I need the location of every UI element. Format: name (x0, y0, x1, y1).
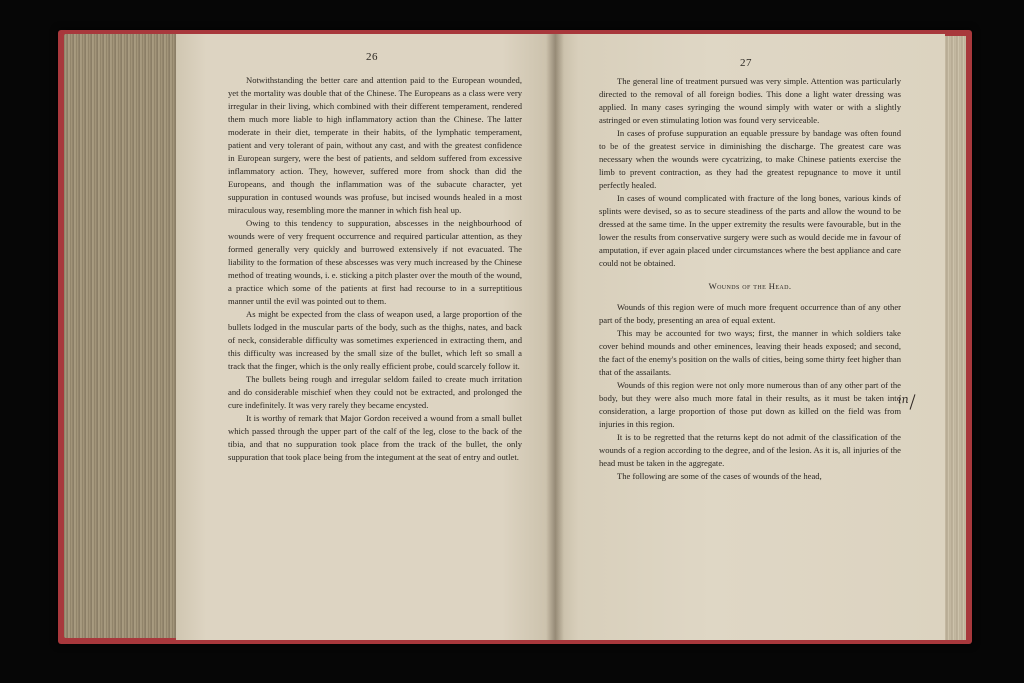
section-heading: Wounds of the Head. (708, 281, 792, 291)
left-page-text (228, 74, 522, 464)
paragraph: In cases of profuse suppuration an equable pressure by bandage was often found to be of the greatest service in diminishing the discharge. The greatest care was necessary when the wounds were cycatrizing, to make Chinese patients exercise the limb to prevent contraction, as they had the greatest repugnance to move it until perfectly healed. (599, 128, 901, 190)
paragraph: Wounds of this region were of much more frequent occurrence than of any other part of the body, presenting an area of equal extent. (599, 302, 901, 325)
handwritten-margin-note: in (897, 392, 910, 407)
left-page-edges (64, 34, 184, 638)
page-number-left: 26 (366, 51, 378, 63)
right-page (555, 34, 945, 640)
page-number-right: 27 (740, 57, 752, 69)
book-gutter (546, 34, 564, 640)
paragraph: Notwithstanding the better care and attention paid to the European wounded, yet the mortality was double that of the Chinese. The Europeans as a class were very irregular in their living, which combined with their different temperament, rendered them much more liable to high inflammatory action than the Chinese. The latter moderate in their diet, temperate in their habits, of the lymphatic temperament, patient and very tolerant of pain, without any cast, and with the greatest confidence in European surgery, were the best of patients, and seldom suffered from excessive inflammatory action. They, however, suffered more from shock than did the Europeans, and though the inflammation was of the subacute character, yet suppuration in contused wounds was profuse, but incised wounds healed in a most miraculous way, resembling more the manner in which fish heal up. (228, 75, 522, 215)
paragraph: In cases of wound complicated with fracture of the long bones, various kinds of splints were devised, so as to secure steadiness of the parts and allow the wound to be dressed at the same time. In the upper extremity the results were favourable, but in the lower the results from conservative surgery were such as would decide me in favour of amputation, if ever again placed under circumstances where the best appliance and care could not be obtained. (599, 193, 901, 268)
paragraph: It is worthy of remark that Major Gordon received a wound from a small bullet which passed through the upper part of the calf of the leg, close to the back of the tibia, and that no suppuration took place from the track of the bullet, the only suppuration that took place being from the integument at the seat of entry and outlet. (228, 413, 522, 462)
left-page (176, 34, 555, 640)
paragraph: The bullets being rough and irregular seldom failed to create much irritation and do considerable mischief when they could not be extracted, and prolonged the cure indefinitely. It was very rarely they became encysted. (228, 374, 522, 410)
paragraph: The following are some of the cases of wounds of the head, (617, 471, 822, 481)
paragraph: Owing to this tendency to suppuration, abscesses in the neighbourhood of wounds were of very frequent occurrence and required particular attention, as they formed generally very quickly and burrowed extensively if not evacuated. The liability to the formation of these abscesses was very much increased by the Chinese method of treating wounds, i. e. sticking a pitch plaster over the mouth of the wound, a practice which some of the patients at first had recourse to in a surreptitious manner until the evil was pointed out to them. (228, 218, 522, 306)
paragraph: It is to be regretted that the returns kept do not admit of the classification of the wounds of a region according to the degree, and of the lesion. As it is, all injuries of the head must be taken in the aggregate. (599, 432, 901, 468)
right-page-text (599, 75, 901, 483)
paragraph: As might be expected from the class of weapon used, a large proportion of the bullets lodged in the muscular parts of the body, such as the thighs, nates, and back of neck, considerable difficulty was sometimes experienced in extracting them, and this difficulty was increased by the small size of the bullet, which left so small a track that the finger, which is the only really efficient probe, could scarcely follow it. (228, 309, 522, 371)
paragraph: The general line of treatment pursued was very simple. Attention was particularly directed to the removal of all foreign bodies. This done a light water dressing was applied. In many cases syringing the wound simply with water or with a slightly astringed or even stimulating lotion was found very serviceable. (599, 76, 901, 125)
paragraph: This may be accounted for two ways; first, the manner in which soldiers take cover behind mounds and other eminences, leaving their heads exposed; and second, the fact of the enemy's position on the walls of cities, being some thirty feet higher than that of the assailants. (599, 328, 901, 377)
paragraph: Wounds of this region were not only more numerous than of any other part of the body, but they were also much more fatal in their results, as it must be taken into consideration, a large proportion of those put down as killed on the field was from injuries in this region. (599, 380, 901, 429)
